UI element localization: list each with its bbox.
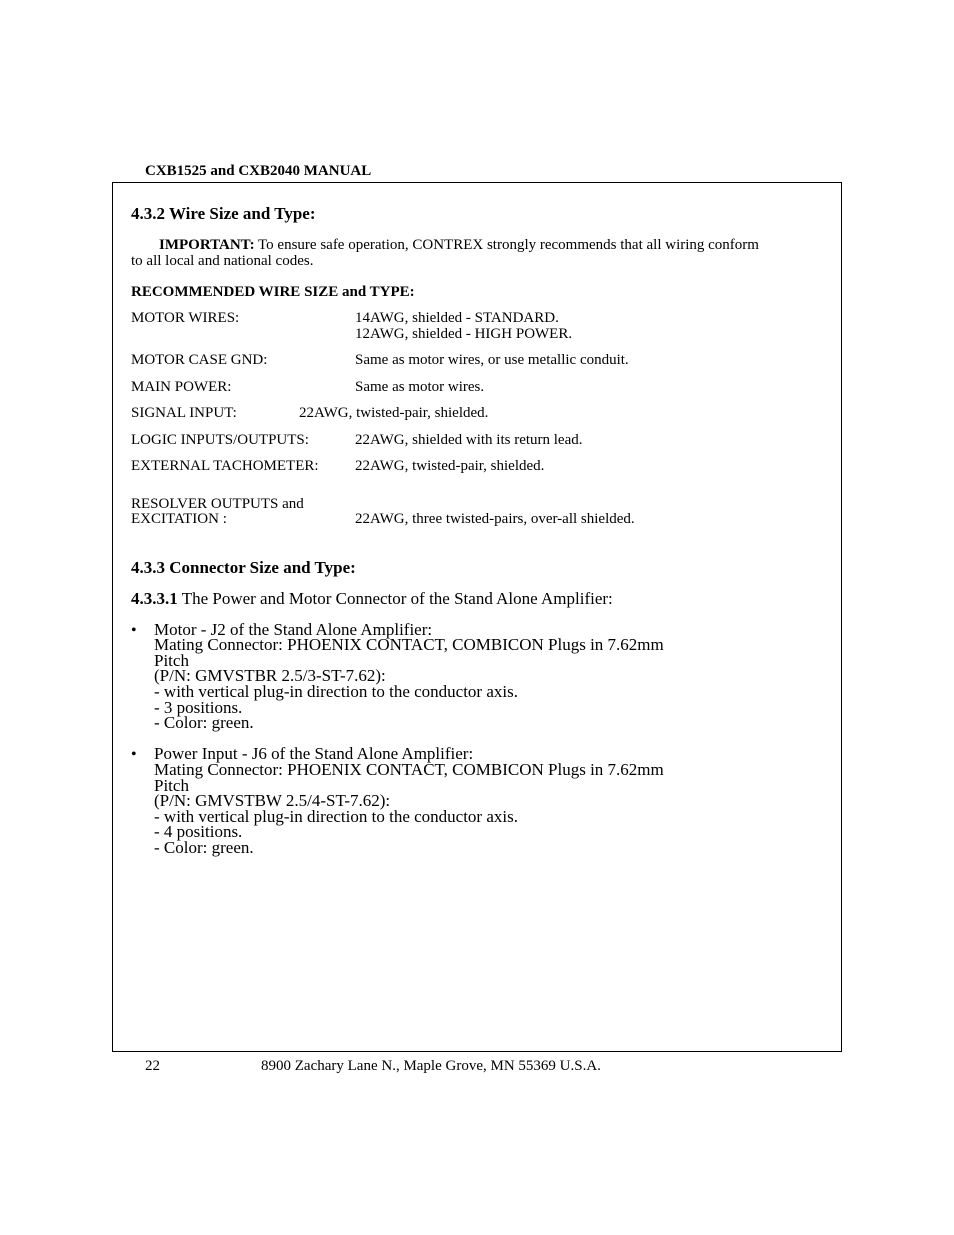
wire-row-value: 22AWG, twisted-pair, shielded. xyxy=(355,458,545,474)
connector-item-line: (P/N: GMVSTBR 2.5/3-ST-7.62): xyxy=(154,666,386,685)
wire-row-label-2: EXCITATION : xyxy=(131,511,227,527)
connector-item-line: Pitch xyxy=(154,651,189,670)
wire-row-label: MOTOR CASE GND: xyxy=(131,352,268,368)
wire-row-label: EXTERNAL TACHOMETER: xyxy=(131,458,319,474)
important-line-2: to all local and national codes. xyxy=(131,253,314,269)
wire-row-value: 22AWG, three twisted-pairs, over-all shielded. xyxy=(355,511,635,527)
connector-item-line: Pitch xyxy=(154,776,189,795)
connector-item-line: (P/N: GMVSTBW 2.5/4-ST-7.62): xyxy=(154,791,391,810)
subsection-number: 4.3.3.1 xyxy=(131,589,178,608)
wire-row-label: MAIN POWER: xyxy=(131,379,232,395)
connector-item-line: - with vertical plug-in direction to the conductor axis. xyxy=(154,807,518,826)
connector-item-line: Mating Connector: PHOENIX CONTACT, COMBICON Plugs in 7.62mm xyxy=(154,760,664,779)
running-header: CXB1525 and CXB2040 MANUAL xyxy=(145,163,372,179)
section-heading-wire: 4.3.2 Wire Size and Type: xyxy=(131,204,316,223)
wire-row-label: RESOLVER OUTPUTS and xyxy=(131,496,304,512)
connector-item-title: Power Input - J6 of the Stand Alone Amplifier: xyxy=(154,744,474,763)
wire-row-label: MOTOR WIRES: xyxy=(131,310,240,326)
subsection-line xyxy=(131,589,613,609)
wire-row-label: SIGNAL INPUT: xyxy=(131,405,237,421)
wire-row-value: 14AWG, shielded - STANDARD. xyxy=(355,310,559,326)
important-line-1 xyxy=(159,237,759,253)
wire-row-value: 22AWG, shielded with its return lead. xyxy=(355,432,583,448)
connector-item-line: Mating Connector: PHOENIX CONTACT, COMBICON Plugs in 7.62mm xyxy=(154,635,664,654)
connector-item-line: - with vertical plug-in direction to the conductor axis. xyxy=(154,682,518,701)
footer-address: 8900 Zachary Lane N., Maple Grove, MN 55369 U.S.A. xyxy=(261,1058,601,1074)
wire-row-value-2: 12AWG, shielded - HIGH POWER. xyxy=(355,326,573,342)
connector-item-title: Motor - J2 of the Stand Alone Amplifier: xyxy=(154,620,433,639)
wire-row-label: LOGIC INPUTS/OUTPUTS: xyxy=(131,432,309,448)
wire-row-value: Same as motor wires. xyxy=(355,379,485,395)
wire-row-value: 22AWG, twisted-pair, shielded. xyxy=(299,405,489,421)
bullet-marker: • xyxy=(131,622,137,639)
connector-item-line: - 3 positions. xyxy=(154,698,243,717)
section-heading-connector: 4.3.3 Connector Size and Type: xyxy=(131,558,356,577)
connector-item-line: - Color: green. xyxy=(154,713,254,732)
subsection-text: The Power and Motor Connector of the Stand Alone Amplifier: xyxy=(177,589,613,608)
important-text-1: To ensure safe operation, CONTREX strongly recommends that all wiring conform xyxy=(254,237,759,253)
connector-item-line: - 4 positions. xyxy=(154,822,243,841)
wire-row-value: Same as motor wires, or use metallic conduit. xyxy=(355,352,629,368)
wire-table-title: RECOMMENDED WIRE SIZE and TYPE: xyxy=(131,284,415,300)
page-number: 22 xyxy=(145,1058,160,1074)
bullet-marker: • xyxy=(131,746,137,763)
important-label: IMPORTANT: xyxy=(159,237,255,253)
connector-item-line: - Color: green. xyxy=(154,838,254,857)
